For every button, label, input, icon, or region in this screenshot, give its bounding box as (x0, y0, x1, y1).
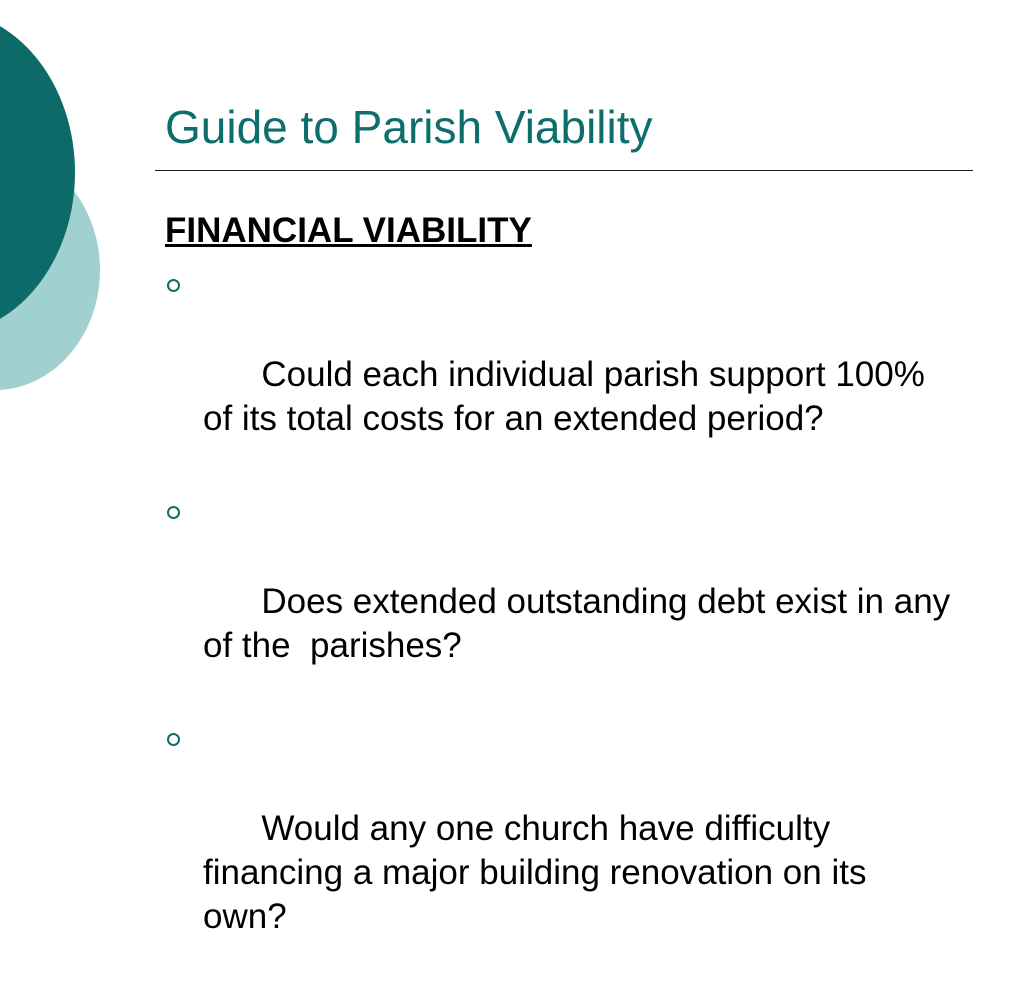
bullet-list (165, 265, 960, 990)
bullet-item (165, 492, 960, 712)
bullet-item (165, 265, 955, 485)
hollow-circle-bullet-icon (167, 733, 180, 746)
bullet-text: Would any one church have difficulty financing a major building renovation on its own? (203, 809, 877, 936)
slide-title: Guide to Parish Viability (165, 101, 653, 153)
bullet-item (165, 719, 955, 983)
title-divider (155, 170, 973, 171)
section-heading: FINANCIAL VIABILITY (165, 211, 532, 250)
bullet-text: Could each individual parish support 100% of its total costs for an extended period? (203, 355, 935, 438)
hollow-circle-bullet-icon (167, 279, 180, 292)
hollow-circle-bullet-icon (167, 506, 180, 519)
bullet-text: Does extended outstanding debt exist in any of the parishes? (203, 582, 960, 665)
